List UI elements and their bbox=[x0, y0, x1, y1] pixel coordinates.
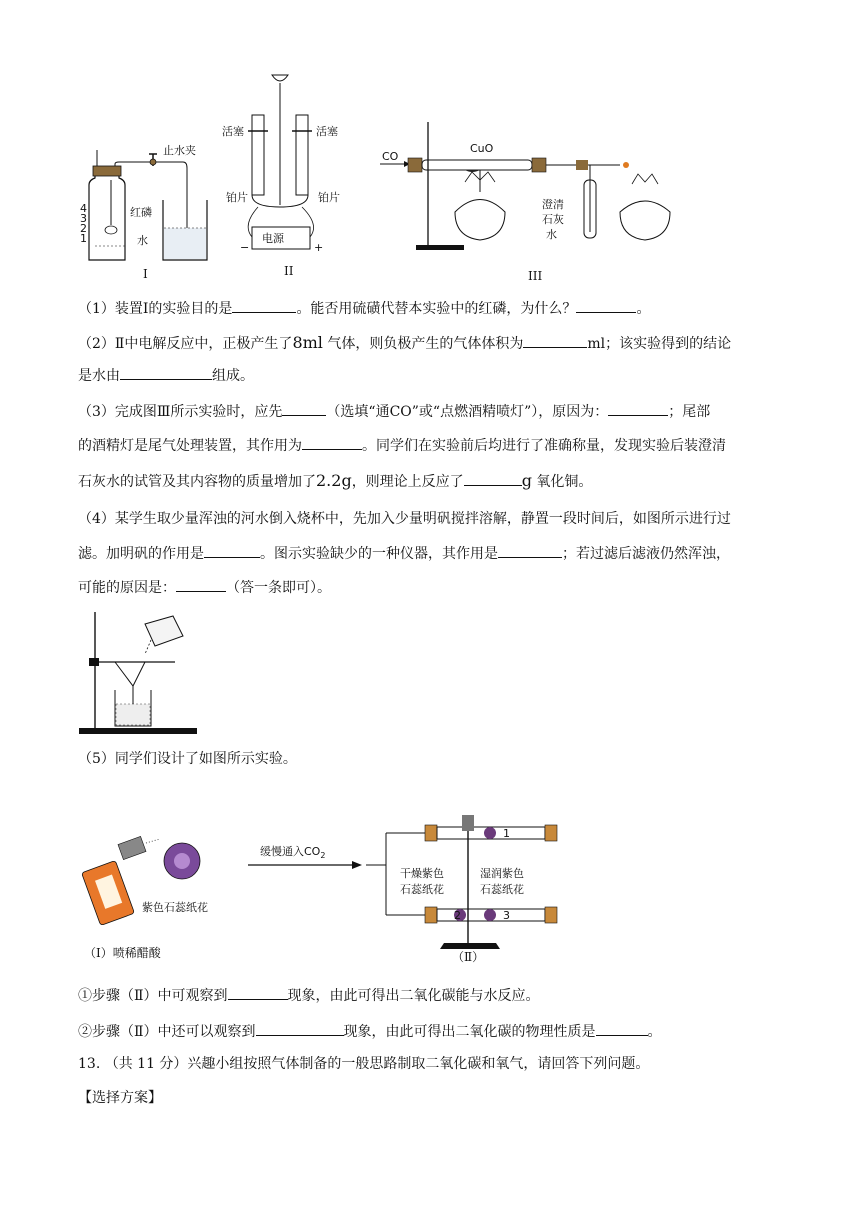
question-3-line-1: （3）完成图Ⅲ所示实验时，应先 （选填“通CO”或“点燃酒精喷灯”），原因为： ；尾部 bbox=[78, 400, 790, 423]
flower-2-number: 2 bbox=[454, 909, 461, 922]
fig3-limewater-2: 石灰 bbox=[542, 213, 564, 226]
fig3-caption: III bbox=[528, 269, 543, 283]
step-2-caption: （Ⅱ） bbox=[452, 950, 485, 964]
blank-s2-2[interactable] bbox=[596, 1020, 648, 1036]
question-4-line-1: （4）某学生取少量浑浊的河水倒入烧杯中，先加入少量明矾搅拌溶解，静置一段时间后，如图所示进行过 bbox=[78, 511, 731, 527]
dry-label-1: 干燥紫色 bbox=[400, 867, 444, 880]
fig1-caption: I bbox=[143, 267, 148, 281]
fig3-co-label: CO bbox=[382, 150, 399, 163]
fig3-limewater-1: 澄清 bbox=[542, 198, 564, 211]
fig3-cuo-label: CuO bbox=[470, 142, 494, 155]
fig2-stopcock-right: 活塞 bbox=[316, 125, 338, 138]
wet-label-1: 湿润紫色 bbox=[480, 867, 524, 880]
blank-q2-1[interactable] bbox=[523, 332, 587, 348]
fig1-mark-3: 3 bbox=[80, 212, 87, 225]
blank-s2-1[interactable] bbox=[256, 1020, 344, 1036]
fig2-foil-left: 铂片 bbox=[226, 191, 248, 204]
blank-q3-3[interactable] bbox=[302, 434, 362, 450]
flower-1-number: 1 bbox=[503, 827, 510, 840]
fig1-clamp-label: 止水夹 bbox=[163, 144, 196, 157]
blank-q2-2[interactable] bbox=[120, 364, 212, 380]
figure-litmus-experiment bbox=[80, 785, 580, 965]
figure-2-electrolysis bbox=[222, 75, 362, 283]
blank-q3-1[interactable] bbox=[282, 400, 326, 416]
figure-1-apparatus bbox=[75, 140, 225, 285]
question-5: （5）同学们设计了如图所示实验。 bbox=[78, 751, 297, 767]
fig2-minus: − bbox=[240, 241, 250, 254]
blank-q3-4[interactable] bbox=[464, 470, 522, 486]
figure-3-co-reduction bbox=[380, 112, 700, 287]
blank-q1-2[interactable] bbox=[576, 297, 636, 313]
question-2-line-1: （2）Ⅱ中电解反应中，正极产生了8ml 气体，则负极产生的气体体积为 ml；该实验得到的结论 bbox=[78, 333, 732, 352]
fig2-plus: + bbox=[314, 241, 324, 254]
blank-q4-1[interactable] bbox=[204, 542, 260, 558]
fig2-power-label: 电源 bbox=[262, 232, 284, 245]
fig1-mark-1: 1 bbox=[80, 232, 87, 245]
blank-q3-2[interactable] bbox=[608, 400, 668, 416]
fig1-mark-4: 4 bbox=[80, 202, 87, 215]
dry-label-2: 石蕊纸花 bbox=[400, 883, 444, 896]
blank-s1[interactable] bbox=[228, 984, 288, 1000]
fig3-limewater-3: 水 bbox=[546, 228, 557, 241]
question-2-line-2: 是水由 组成。 bbox=[78, 364, 790, 387]
wet-label-2: 石蕊纸花 bbox=[480, 883, 524, 896]
blank-q4-3[interactable] bbox=[176, 576, 226, 592]
question-4-line-3: 可能的原因是： （答一条即可）。 bbox=[78, 576, 790, 599]
sub-question-2: ②步骤（Ⅱ）中还可以观察到 现象，由此可得出二氧化碳的物理性质是 。 bbox=[78, 1020, 790, 1043]
blank-q1-1[interactable] bbox=[232, 297, 296, 313]
question-3-line-3: 石灰水的试管及其内容物的质量增加了2.2g，则理论上反应了 g 氧化铜。 bbox=[78, 471, 593, 490]
flower-3-number: 3 bbox=[503, 909, 510, 922]
section-heading: 【选择方案】 bbox=[78, 1090, 162, 1106]
fig2-stopcock-left: 活塞 bbox=[222, 125, 244, 138]
arrow-text: 缓慢通入$CO_2$ bbox=[260, 845, 326, 860]
step-1-caption: （Ⅰ）喷稀醋酸 bbox=[84, 946, 161, 960]
question-3-line-2: 的酒精灯是尾气处理装置，其作用为 。同学们在实验前后均进行了准确称量，发现实验后装澄清 bbox=[78, 434, 790, 457]
blank-q4-2[interactable] bbox=[498, 542, 562, 558]
fig2-caption: II bbox=[284, 264, 294, 278]
fig1-water-label: 水 bbox=[137, 234, 148, 247]
fig1-mark-2: 2 bbox=[80, 222, 87, 235]
fig2-foil-right: 铂片 bbox=[318, 191, 340, 204]
flower-label: 紫色石蕊纸花 bbox=[142, 901, 208, 914]
fig1-phosphorus-label: 红磷 bbox=[130, 206, 152, 219]
figure-filtration bbox=[75, 606, 200, 738]
question-13: 13. （共 11 分）兴趣小组按照气体制备的一般思路制取二氧化碳和氧气，请回答下列问题。 bbox=[78, 1056, 650, 1072]
question-1: （1）装置Ⅰ的实验目的是 。能否用硫磺代替本实验中的红磷，为什么？ 。 bbox=[78, 297, 790, 320]
question-4-line-2: 滤。加明矾的作用是 。图示实验缺少的一种仪器，其作用是 ；若过滤后滤液仍然浑浊， bbox=[78, 542, 790, 565]
sub-question-1: ①步骤（Ⅱ）中可观察到 现象，由此可得出二氧化碳能与水反应。 bbox=[78, 984, 790, 1007]
